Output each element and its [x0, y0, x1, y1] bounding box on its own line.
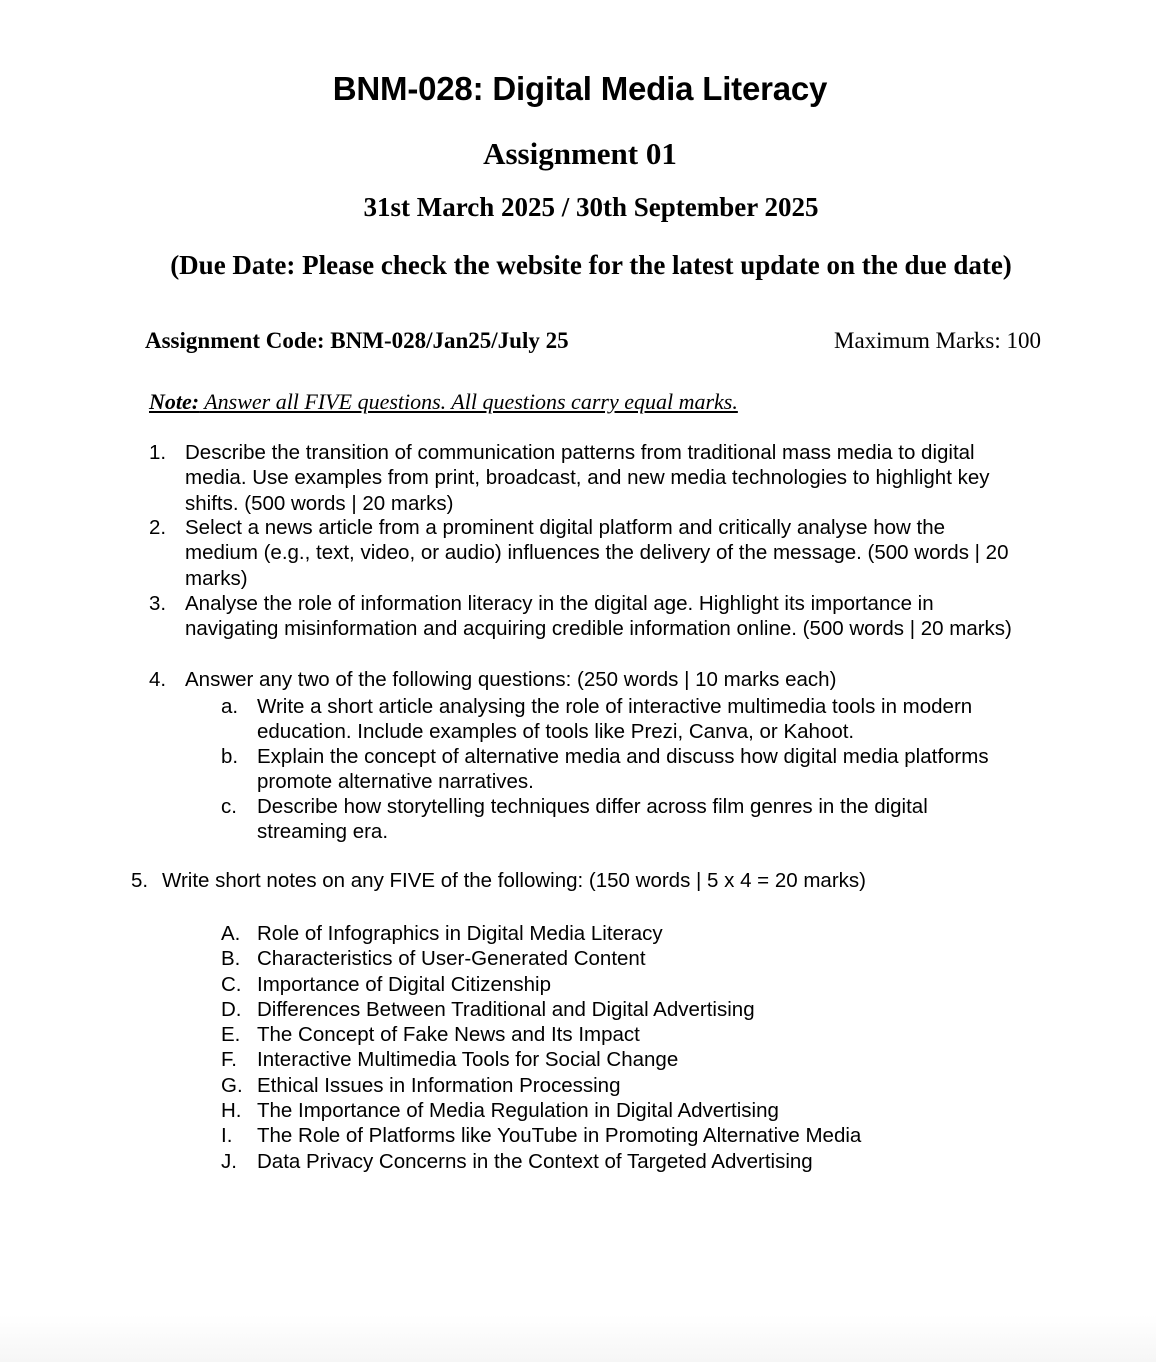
question-text	[162, 868, 866, 893]
subquestion-letter: b.	[221, 745, 239, 768]
topic-text: The Importance of Media Regulation in Digital Advertising	[257, 1099, 779, 1123]
topic-text: Data Privacy Concerns in the Context of Targeted Advertising	[257, 1149, 813, 1173]
due-date-note: (Due Date: Please check the website for the latest update on the due date)	[170, 250, 1012, 280]
question-number: 2.	[149, 516, 167, 539]
topic-text: The Role of Platforms like YouTube in Promoting Alternative Media	[257, 1124, 862, 1148]
session-dates: 31st March 2025 / 30th September 2025	[363, 192, 819, 222]
subquestion-line: Explain the concept of alternative media and discuss how digital media platforms	[257, 745, 989, 768]
maximum-marks: Maximum Marks: 100	[834, 328, 1041, 353]
topic-letter: B.	[221, 947, 241, 971]
instructions-note	[149, 389, 738, 415]
question-number: 5.	[131, 869, 149, 892]
subquestion-line: Describe how storytelling techniques differ across film genres in the digital	[257, 795, 928, 818]
question-line: navigating misinformation and acquiring credible information online. (500 words | 20 marks)	[185, 617, 1012, 641]
topic-text: Characteristics of User-Generated Content	[257, 947, 646, 971]
document-title: BNM-028: Digital Media Literacy	[332, 70, 828, 107]
question-text	[185, 515, 1008, 591]
question-text	[185, 591, 1012, 642]
question-line: Write short notes on any FIVE of the following: (150 words | 5 x 4 = 20 marks)	[162, 869, 866, 892]
subquestion-letter: c.	[221, 795, 237, 818]
topic-letter: F.	[221, 1048, 237, 1072]
subquestion-line: Write a short article analysing the role of interactive multimedia tools in modern	[257, 695, 973, 718]
topic-letter: I.	[221, 1124, 233, 1148]
question-line: Describe the transition of communication patterns from traditional mass media to digital	[185, 441, 975, 464]
subquestion-text	[257, 694, 972, 745]
topic-letter: A.	[221, 922, 241, 945]
topic-letter: H.	[221, 1099, 242, 1123]
topic-text: Role of Infographics in Digital Media Literacy	[257, 922, 663, 945]
subquestion-text	[257, 794, 928, 845]
question-number: 3.	[149, 592, 167, 615]
subquestion-letter: a.	[221, 695, 239, 718]
question-line: media. Use examples from print, broadcast, and new media technologies to highlight key	[185, 466, 990, 490]
question-line: marks)	[185, 566, 248, 590]
topic-text: Differences Between Traditional and Digital Advertising	[257, 997, 755, 1021]
topic-letter: C.	[221, 972, 242, 996]
assignment-number: Assignment 01	[483, 136, 677, 171]
topic-letter: D.	[221, 997, 242, 1021]
question-line: medium (e.g., text, video, or audio) influences the delivery of the message. (500 words | 20	[185, 541, 1009, 565]
question-line: Answer any two of the following questions: (250 words | 10 marks each)	[185, 668, 837, 691]
question-text	[185, 667, 836, 692]
question-text	[185, 440, 990, 516]
question-number: 4.	[149, 668, 167, 691]
topic-text: Importance of Digital Citizenship	[257, 972, 551, 996]
topic-letter: G.	[221, 1073, 243, 1097]
subquestion-line: education. Include examples of tools like Prezi, Canva, or Kahoot.	[257, 720, 855, 744]
topic-text: The Concept of Fake News and Its Impact	[257, 1023, 640, 1047]
assignment-code: Assignment Code: BNM-028/Jan25/July 25	[145, 328, 569, 353]
subquestion-line: streaming era.	[257, 820, 389, 844]
topic-letter: J.	[221, 1149, 237, 1173]
topic-text: Interactive Multimedia Tools for Social Change	[257, 1048, 679, 1072]
question-number: 1.	[149, 441, 167, 464]
topic-letter: E.	[221, 1023, 241, 1047]
note-label: Note:	[149, 389, 200, 414]
subquestion-line: promote alternative narratives.	[257, 770, 534, 794]
question-line: shifts. (500 words | 20 marks)	[185, 491, 454, 515]
note-text: Answer all FIVE questions. All questions carry equal marks.	[199, 389, 738, 414]
subquestion-text	[257, 744, 989, 795]
question-line: Select a news article from a prominent digital platform and critically analyse how the	[185, 516, 945, 539]
question-line: Analyse the role of information literacy in the digital age. Highlight its importance in	[185, 592, 934, 615]
topic-text: Ethical Issues in Information Processing	[257, 1073, 621, 1097]
